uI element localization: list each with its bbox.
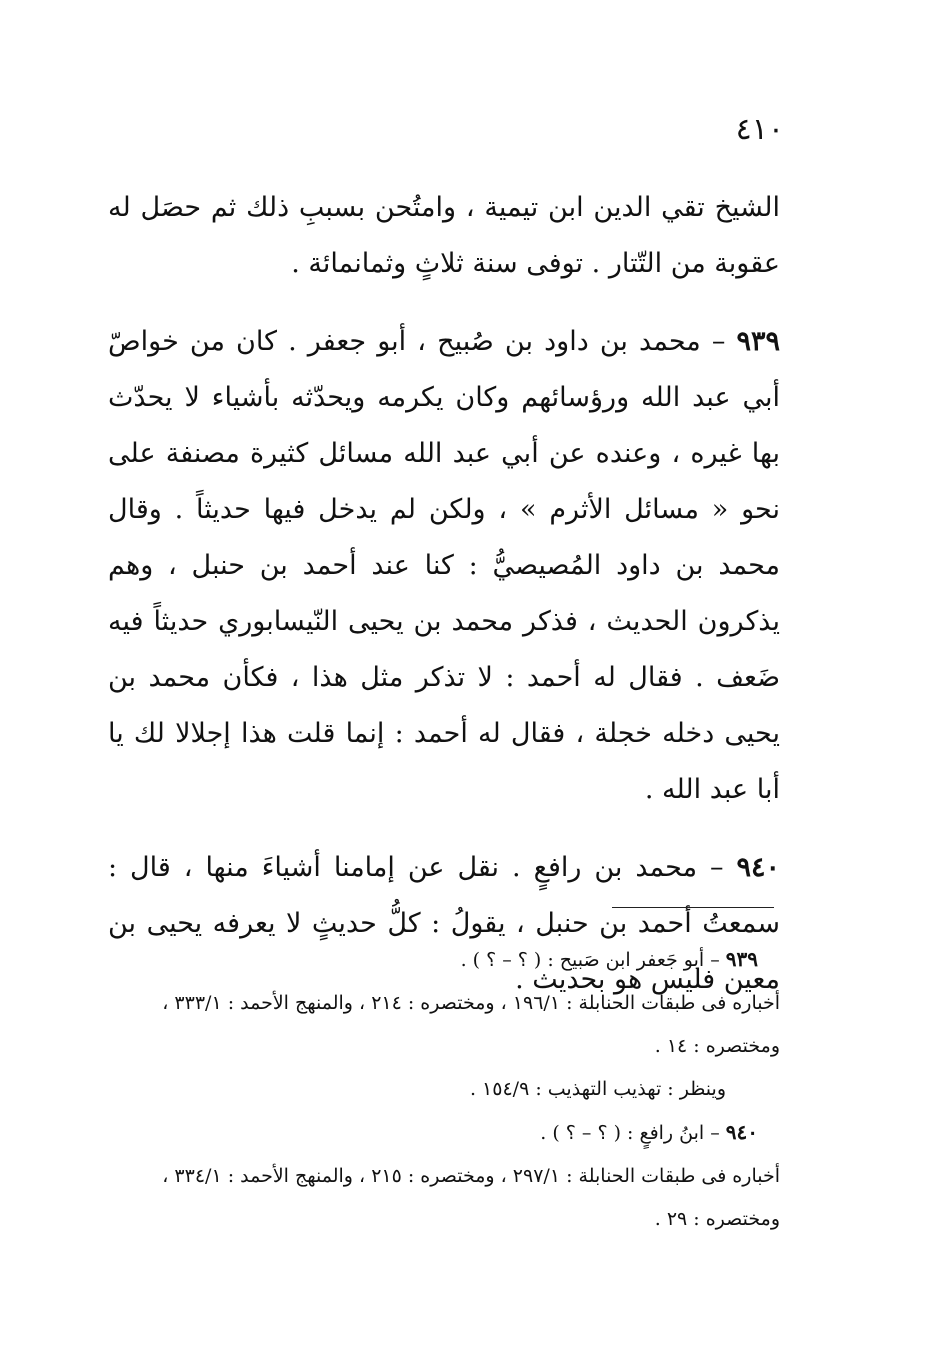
footnote-heading-text: – أبو جَعفر ابن صَبيح : ( ؟ – ؟ ) . [460,949,726,971]
footnote-sources: أخباره فى طبقات الحنابلة : ٢٩٧/١ ، ومختصره : ٢١٥ ، والمنهج الأحمد : ٣٣٤/١ ، ومختصره : ٢٩ . [162,1165,780,1230]
entry-paragraph [108,314,780,818]
footnote-extra: وينظر : تهذيب التهذيب : ١٥٤/٩ . [469,1078,726,1100]
footnote-heading [108,1111,780,1155]
footnote-number: ٩٤٠ [725,1120,758,1144]
footnotes [108,938,780,1241]
entry-text: – محمد بن رافعٍ . نقل عن إمامنا أشياءَ منها ، قال : سمعتُ أحمد بن حنبل ، يقولُ : كلُّ حديثٍ لا يعرفه يحيى بن معين فليس هو بحديث . [108,852,780,995]
footnote-separator [612,907,774,908]
footnote-sources: أخباره فى طبقات الحنابلة : ١٩٦/١ ، ومختصره : ٢١٤ ، والمنهج الأحمد : ٣٣٣/١ ، ومختصره : ١٤ . [162,992,780,1057]
footnote-heading-text: – ابنُ رافعٍ : ( ؟ – ؟ ) . [540,1122,726,1144]
main-text [108,180,780,1030]
continuation-paragraph: الشيخ تقي الدين ابن تيمية ، وامتُحن بسببِ ذلك ثم حصَل له عقوبة من التّتار . توفى سنة ثلاثٍ وثمانمائة . [108,192,780,279]
footnote-heading [108,938,780,982]
entry-text: – محمد بن داود بن صُبيح ، أبو جعفر . كان من خواصّ أبي عبد الله ورؤسائهم وكان يكرمه ويحدّثه بأشياء لا يحدّث بها غيره ، وعنده عن أبي عبد الله مسائل كثيرة مصنفة على نحو « مسائل الأثرم » ، ولكن لم يدخل فيها حديثاً . وقال محمد بن داود المُصيصيُّ : كنا عند أحمد بن حنبل ، وهم يذكرون الحديث ، فذكر محمد بن يحيى النّيسابوري حديثاً فيه ضَعف . فقال له أحمد : لا تذكر مثل هذا ، فكأن محمد بن يحيى دخله خجلة ، فقال له أحمد : إنما قلت هذا إجلالا لك يا أبا عبد الله . [108,326,780,805]
entry-number: ٩٤٠ [736,852,780,883]
entry-number: ٩٣٩ [736,326,780,357]
page-number: ٤١٠ [735,112,784,147]
footnote-number: ٩٣٩ [725,947,758,971]
